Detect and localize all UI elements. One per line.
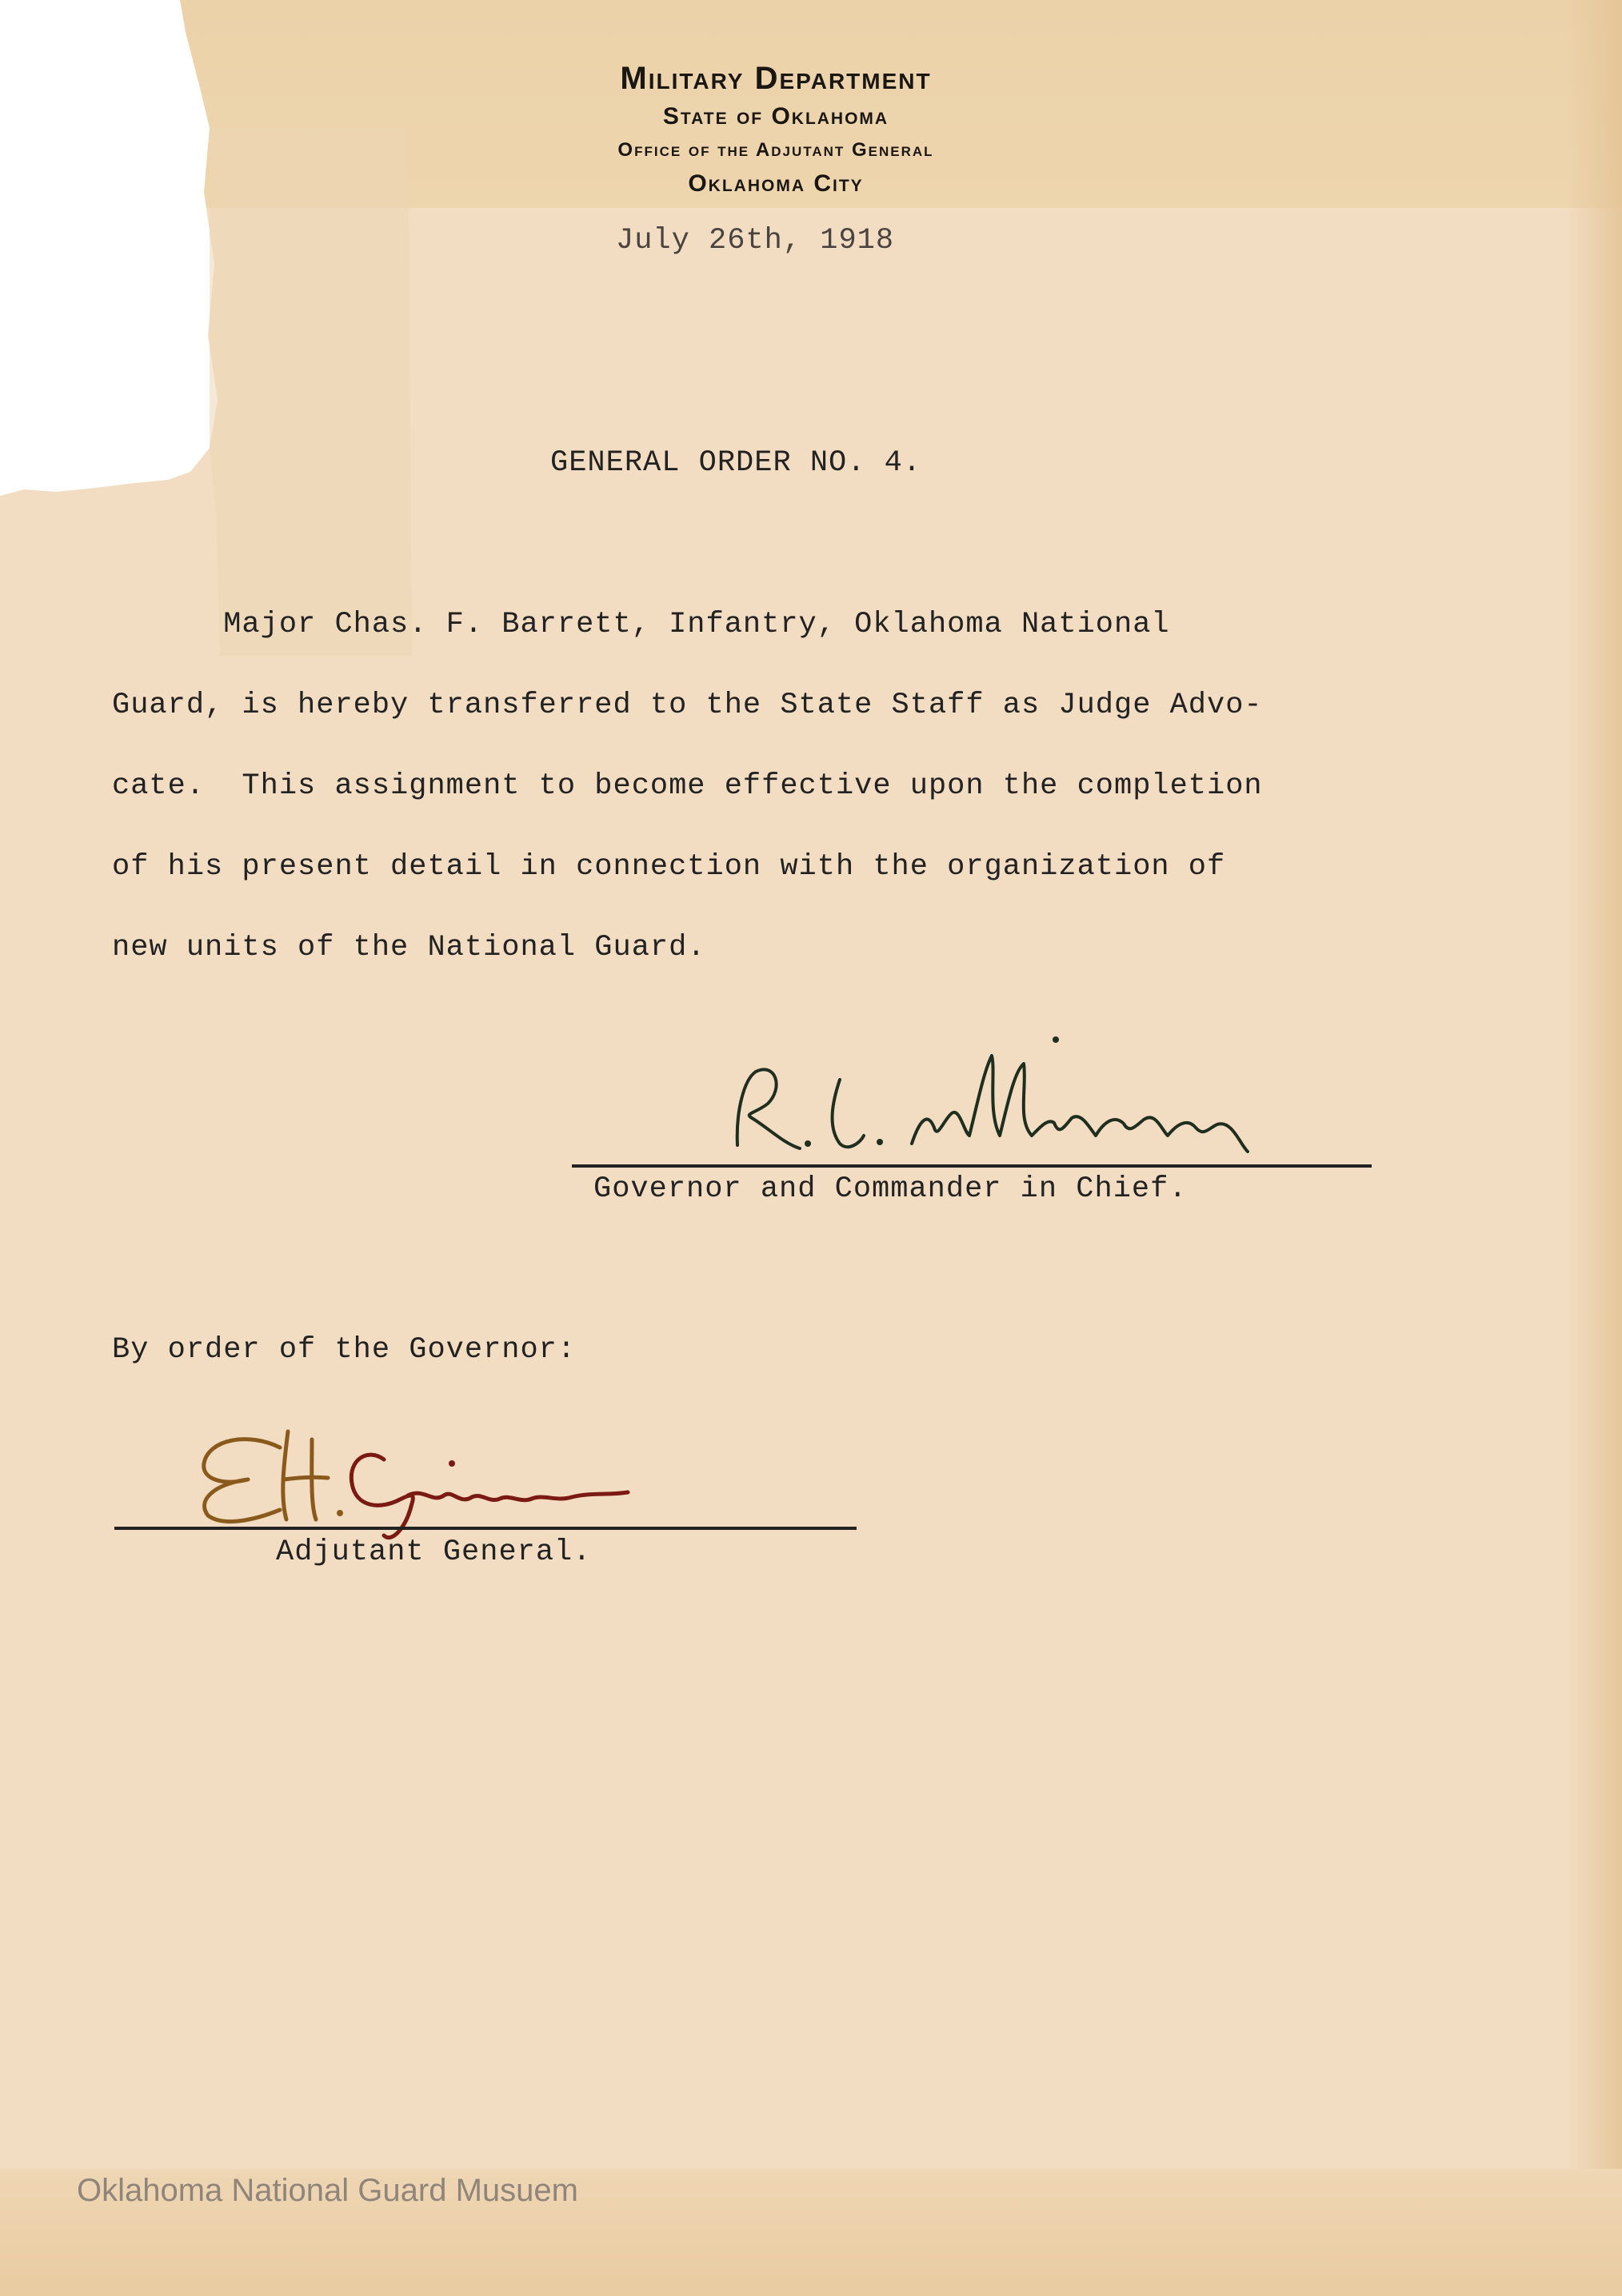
by-order-line: By order of the Governor: bbox=[112, 1333, 577, 1367]
body-line: Major Chas. F. Barrett, Infantry, Oklahoma National bbox=[112, 608, 1170, 641]
governor-signature bbox=[720, 1024, 1312, 1168]
document-date: July 26th, 1918 bbox=[616, 224, 895, 258]
adjutant-title: Adjutant General. bbox=[276, 1535, 592, 1569]
adjutant-signature bbox=[192, 1416, 784, 1543]
governor-title: Governor and Commander in Chief. bbox=[593, 1172, 1188, 1206]
body-line: cate. This assignment to become effective upon the completion bbox=[112, 769, 1263, 803]
body-line: of his present detail in connection with the organization of bbox=[112, 850, 1226, 884]
letterhead-city: Oklahoma City bbox=[688, 170, 864, 197]
adjutant-signature-line bbox=[114, 1527, 857, 1530]
body-line: new units of the National Guard. bbox=[112, 931, 706, 964]
letterhead bbox=[448, 58, 1104, 202]
letterhead-department: Military Department bbox=[620, 61, 932, 96]
governor-signature-line bbox=[572, 1164, 1372, 1168]
museum-watermark: Oklahoma National Guard Musuem bbox=[77, 2173, 578, 2208]
body-line: Guard, is hereby transferred to the State Staff as Judge Advo- bbox=[112, 689, 1263, 722]
letterhead-state: State of Oklahoma bbox=[662, 103, 889, 130]
aged-right-edge bbox=[1566, 0, 1622, 2296]
order-title: GENERAL ORDER NO. 4. bbox=[550, 446, 922, 480]
letterhead-office: Office of the Adjutant General bbox=[617, 139, 934, 161]
